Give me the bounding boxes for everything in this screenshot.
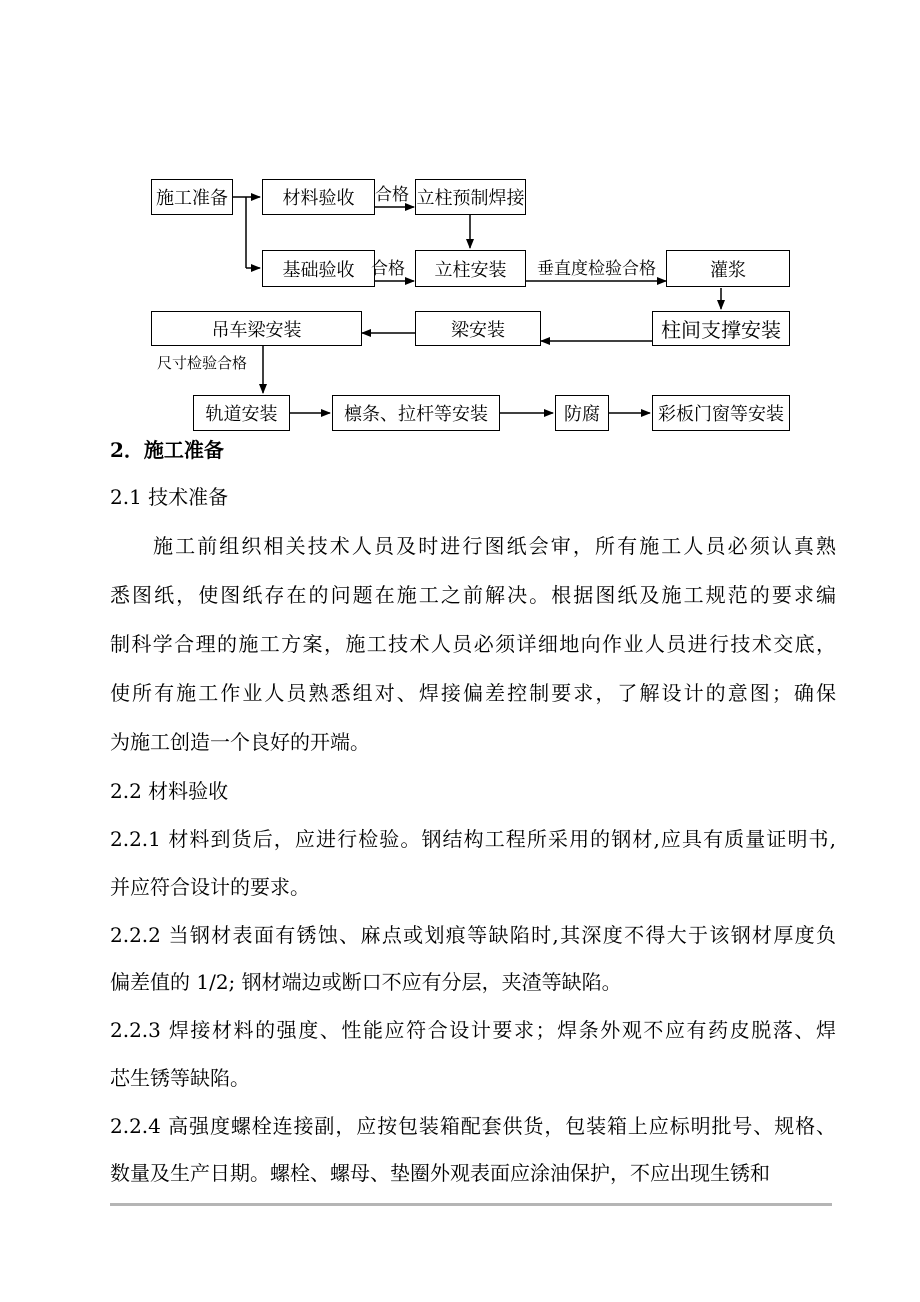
section-2-1-title: 2.1 技术准备 [110, 485, 229, 509]
section-2-2-title: 2.2 材料验收 [110, 779, 229, 803]
footer-rule [110, 1203, 832, 1206]
node-material-check: 材料验收 [262, 179, 375, 215]
edge-label-verticality: 垂直度检验合格 [537, 259, 656, 279]
paragraph-2-2-3-line-1: 2.2.3 焊接材料的强度、性能应符合设计要求；焊条外观不应有药皮脱落、焊 [110, 1018, 836, 1042]
node-beam-install: 梁安装 [415, 311, 541, 346]
node-crane-beam: 吊车梁安装 [151, 311, 362, 346]
paragraph-2-2-2-line-2: 偏差值的 1/2; 钢材端边或断口不应有分层，夹渣等缺陷。 [110, 970, 622, 994]
edge-label-pass-1: 合格 [375, 185, 409, 205]
flowchart-connectors [0, 0, 920, 440]
construction-flowchart [0, 0, 920, 440]
paragraph-2-2-1-line-2: 并应符合设计的要求。 [110, 875, 310, 899]
paragraph-2-1-line-5: 为施工创造一个良好的开端。 [110, 730, 370, 754]
paragraph-2-2-2-line-1: 2.2.2 当钢材表面有锈蚀、麻点或划痕等缺陷时,其深度不得大于该钢材厚度负 [110, 923, 836, 947]
node-anticorrosion: 防腐 [555, 395, 609, 431]
node-column-install: 立柱安装 [415, 250, 526, 287]
paragraph-2-1-line-3: 制科学合理的施工方案，施工技术人员必须详细地向作业人员进行技术交底， [110, 632, 836, 656]
paragraph-2-2-4-line-1: 2.2.4 高强度螺栓连接副，应按包装箱配套供货，包装箱上应标明批号、规格、 [110, 1114, 836, 1138]
node-panel-install: 彩板门窗等安装 [652, 395, 790, 431]
node-grouting: 灌浆 [666, 250, 790, 287]
node-prep: 施工准备 [151, 179, 233, 215]
paragraph-2-2-4-line-2: 数量及生产日期。螺栓、螺母、垫圈外观表面应涂油保护，不应出现生锈和 [110, 1161, 770, 1185]
paragraph-2-1-line-4: 使所有施工作业人员熟悉组对、焊接偏差控制要求，了解设计的意图；确保 [110, 681, 836, 705]
section-2-title: 2．施工准备 [110, 438, 224, 462]
paragraph-2-2-3-line-2: 芯生锈等缺陷。 [110, 1066, 250, 1090]
node-bracing: 柱间支撑安装 [652, 311, 790, 346]
node-foundation-check: 基础验收 [262, 250, 375, 287]
node-column-weld: 立柱预制焊接 [415, 179, 526, 215]
edge-label-dimension: 尺寸检验合格 [157, 354, 248, 372]
edge-label-pass-2: 合格 [371, 259, 405, 279]
paragraph-2-1-line-2: 悉图纸，使图纸存在的问题在施工之前解决。根据图纸及施工规范的要求编 [110, 583, 836, 607]
paragraph-2-1-line-1: 施工前组织相关技术人员及时进行图纸会审，所有施工人员必须认真熟 [153, 534, 836, 558]
node-purlin-install: 檩条、拉杆等安装 [332, 395, 500, 431]
node-rail-install: 轨道安装 [193, 395, 290, 431]
paragraph-2-2-1-line-1: 2.2.1 材料到货后，应进行检验。钢结构工程所采用的钢材,应具有质量证明书, [110, 827, 836, 851]
